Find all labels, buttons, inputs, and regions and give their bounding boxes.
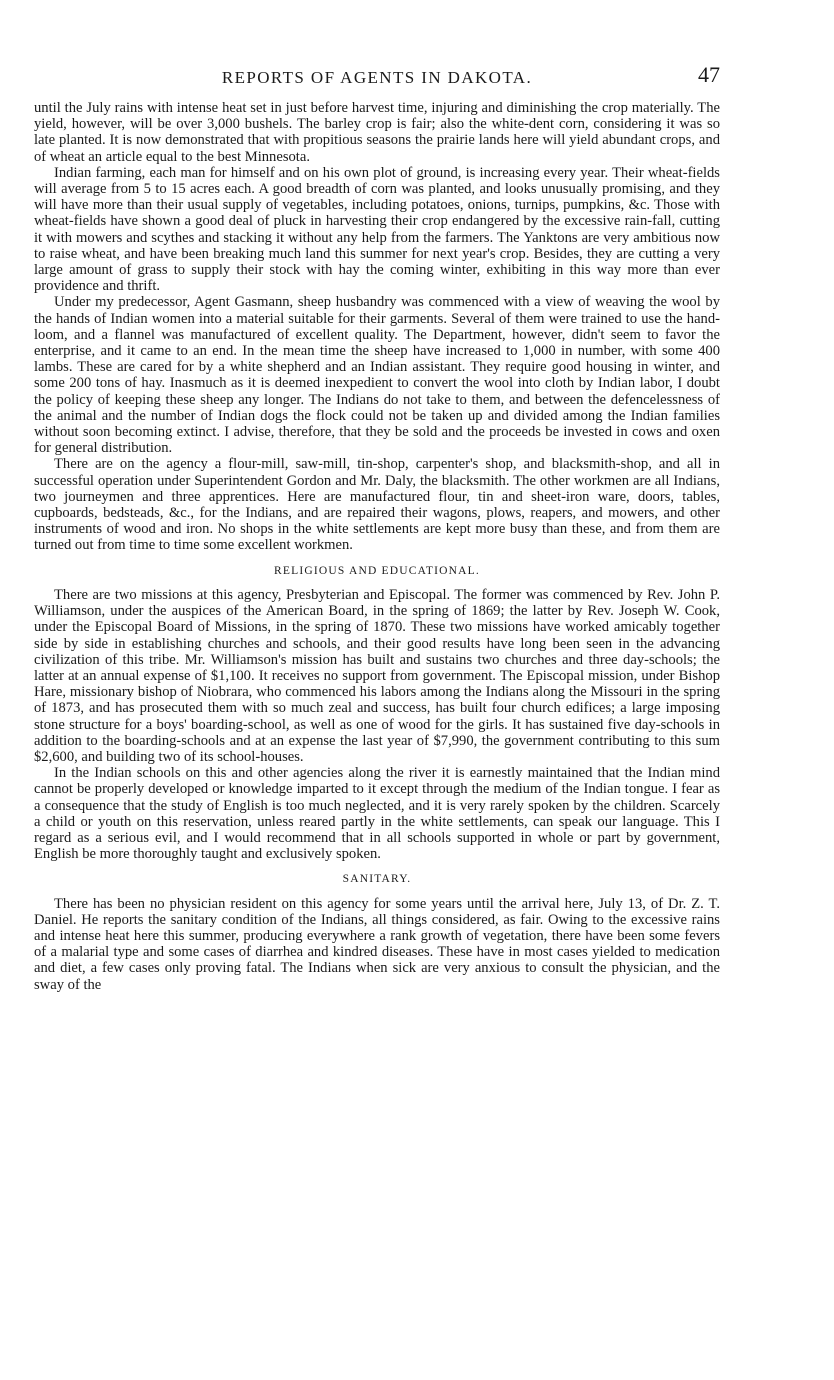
- running-title: REPORTS OF AGENTS IN DAKOTA.: [221, 68, 533, 87]
- paragraph-sheep-husbandry: Under my predecessor, Agent Gasmann, sheep husbandry was commenced with a view of weaving the wool by the hands of Indian women into a material suitable for their garments. Several of them were trained to use the hand-loom, and a flannel was manufactured of excellent quality. The Department, however, didn't seem to favor the enterprise, and it came to an end. In the mean time the sheep have increased to 1,000 in number, with some 400 lambs. These are cared for by a white shepherd and an Indian assistant. They require good housing in winter, and some 200 tons of hay. Inasmuch as it is deemed inexpedient to convert the wool into cloth by Indian labor, I doubt the policy of keeping these sheep any longer. The Indians do not take to them, and between the defencelessness of the animal and the number of Indian dogs the flock could not be taken up and divided among the Indian families without soon becoming extinct. I advise, therefore, that they be sold and the proceeds be invested in cows and oxen for general distribution.: [34, 294, 720, 457]
- page-number: 47: [698, 62, 720, 87]
- paragraph-indian-farming: Indian farming, each man for himself and on his own plot of ground, is increasing every year. Their wheat-fields will average from 5 to 15 acres each. A good breadth of corn was planted, and looks unusually promising, and they will have more than their usual supply of vegetables, including potatoes, onions, turnips, pumpkins, &c. Those with wheat-fields have shown a good deal of pluck in harvesting their crop endangered by the excessive rain-fall, cutting it with mowers and scythes and stacking it without any help from the farmers. The Yanktons are very ambitious now to raise wheat, and have been breaking much land this summer for next year's crop. Besides, they are cutting a very large amount of grass to supply their stock with hay the coming winter, exhibiting in this way more than ever providence and thrift.: [34, 164, 720, 295]
- section-heading-religious: RELIGIOUS AND EDUCATIONAL.: [274, 564, 480, 577]
- paragraph-agency-shops: There are on the agency a flour-mill, saw-mill, tin-shop, carpenter's shop, and blacksmith-shop, and all in successful operation under Superintendent Gordon and Mr. Daly, the blacksmith. The other workmen are all Indians, two journeymen and three apprentices. Here are manufactured flour, tin and sheet-iron ware, doors, tables, cupboards, bedsteads, &c., for the Indians, and are repaired their wagons, plows, reapers, and mowers, and other instruments of wood and iron. No shops in the white settlements are kept more busy than these, and from them are turned out from time to time some excellent workmen.: [34, 456, 720, 554]
- paragraph-continued: until the July rains with intense heat set in just before harvest time, injuring and diminishing the crop materially. The yield, however, will be over 3,000 bushels. The barley crop is fair; also the white-dent corn, considering it was so late planted. It is now demonstrated that with propitious seasons the prairie lands here will yield abundant crops, and of wheat an article equal to the best Minnesota.: [34, 100, 720, 165]
- section-heading-sanitary: SANITARY.: [342, 873, 412, 886]
- paragraph-physician: There has been no physician resident on this agency for some years until the arrival here, July 13, of Dr. Z. T. Daniel. He reports the sanitary condition of the Indians, all things considered, as fair. Owing to the excessive rains and intense heat here this summer, producing everywhere a rank growth of vegetation, there have been some fevers of a malarial type and some cases of diarrhea and kindred diseases. These have in most cases yielded to medication and diet, a few cases only proving fatal. The Indians when sick are very anxious to consult the physician, and the sway of the: [34, 895, 720, 993]
- paragraph-missions: There are two missions at this agency, Presbyterian and Episcopal. The former was commenced by Rev. John P. Williamson, under the auspices of the American Board, in the spring of 1869; the latter by Rev. Joseph W. Cook, under the Episcopal Board of Missions, in the spring of 1870. These two missions have worked amicably together side by side in establishing churches and schools, and their good results have long been seen in the advancing civilization of this tribe. Mr. Williamson's mission has built and sustains two churches and three day-schools; the latter at an annual expense of $1,100. It receives no support from government. The Episcopal mission, under Bishop Hare, missionary bishop of Niobrara, who commenced his labors among the Indians along the Missouri in the spring of 1873, and has prosecuted them with so much zeal and success, has built four church edifices; a large imposing stone structure for a boys' boarding-school, as well as one of wood for the girls. It has sustained five day-schools in addition to the boarding-schools and at an expense the last year of $7,990, the government contributing to this sum $2,600, and building two of its school-houses.: [34, 586, 720, 765]
- paragraph-indian-schools: In the Indian schools on this and other agencies along the river it is earnestly maintained that the Indian mind cannot be properly developed or knowledge imparted to it except through the medium of the Indian tongue. I fear as a consequence that the study of English is too much neglected, and it is very rarely spoken by the children. Scarcely a child or youth on this reservation, unless reared partly in the white settlements, can speak our language. This I regard as a serious evil, and I would recommend that in all schools supported in whole or part by government, English be more thoroughly taught and exclusively spoken.: [34, 765, 720, 863]
- running-header: [34, 62, 720, 94]
- body-text: [34, 100, 720, 993]
